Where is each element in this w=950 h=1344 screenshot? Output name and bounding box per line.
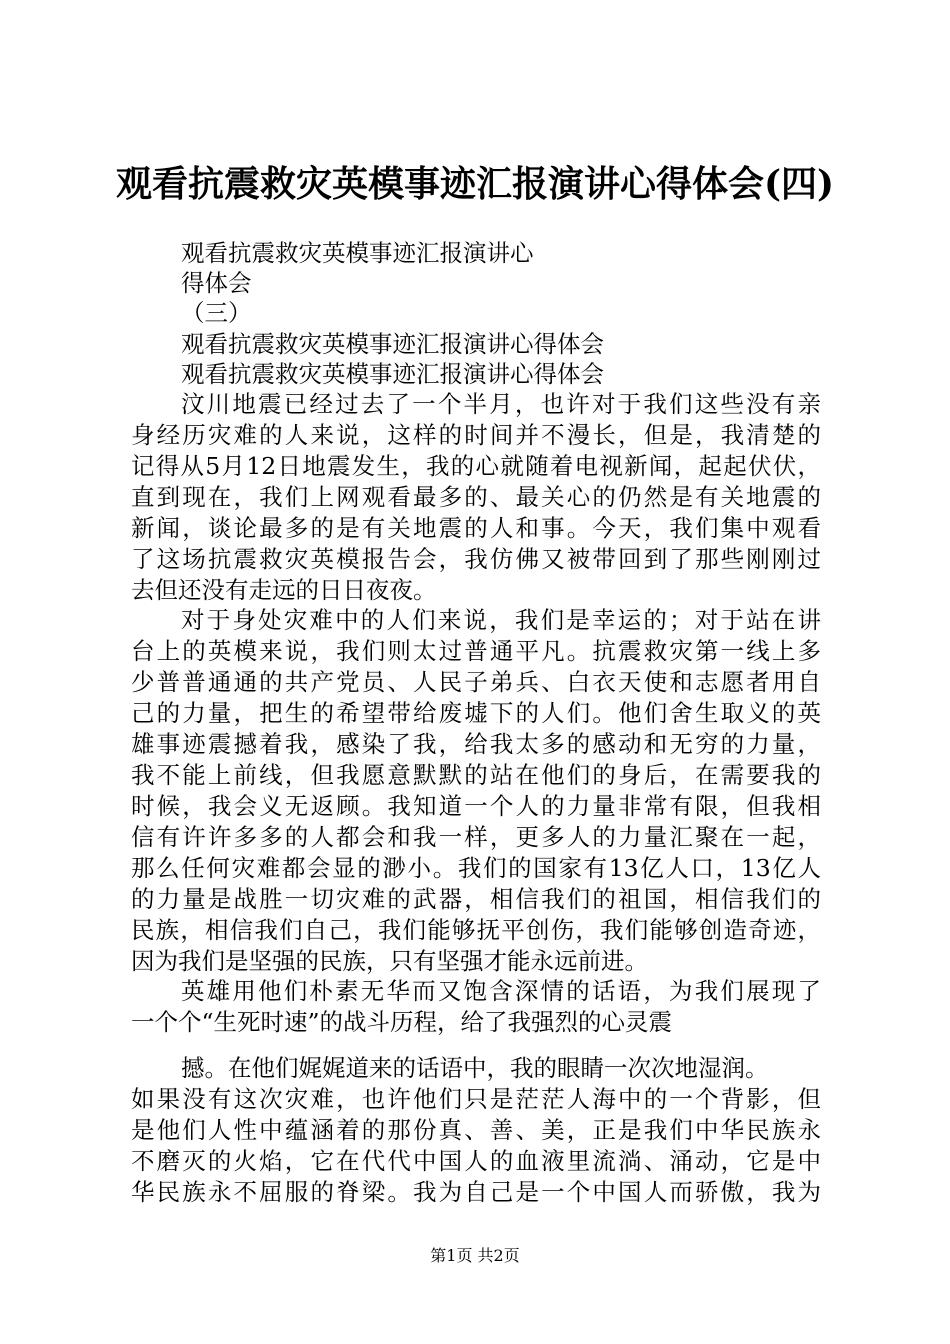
body-line: 华民族永不屈服的脊梁。我为自己是一个中国人而骄傲，我为 <box>131 1178 821 1206</box>
body-line: 一个个“生死时速”的战斗历程，给了我强烈的心灵震 <box>131 1008 673 1036</box>
body-line: 直到现在，我们上网观看最多的、最关心的仍然是有关地震的 <box>131 483 821 511</box>
document-title: 观看抗震救灾英模事迹汇报演讲心得体会(四) <box>115 163 835 205</box>
body-line: 时候，我会义无返顾。我知道一个人的力量非常有限，但我相 <box>131 792 821 820</box>
body-line: 雄事迹震撼着我，感染了我，给我太多的感动和无穷的力量， <box>131 730 821 758</box>
body-line: 那么任何灾难都会显的渺小。我们的国家有13亿人口，13亿人 <box>131 854 821 882</box>
body-line: 了这场抗震救灾英模报告会，我仿佛又被带回到了那些刚刚过 <box>131 545 821 573</box>
body-line: 我不能上前线，但我愿意默默的站在他们的身后，在需要我的 <box>131 761 821 789</box>
body-line: 不磨灭的火焰，它在代代中国人的血液里流淌、涌动，它是中 <box>131 1147 821 1175</box>
body-line: 民族，相信我们自己，我们能够抚平创伤，我们能够创造奇迹， <box>131 916 821 944</box>
body-line: 信有许许多多的人都会和我一样，更多人的力量汇聚在一起， <box>131 823 821 851</box>
body-line: 己的力量，把生的希望带给废墟下的人们。他们舍生取义的英 <box>131 699 821 727</box>
subheading-line: 观看抗震救灾英模事迹汇报演讲心得体会 <box>181 330 604 358</box>
body-line: 记得从5月12日地震发生，我的心就随着电视新闻，起起伏伏， <box>131 452 821 480</box>
body-line: 去但还没有走远的日日夜夜。 <box>131 576 437 604</box>
body-line: 汶川地震已经过去了一个半月，也许对于我们这些没有亲 <box>181 390 821 418</box>
body-line: 新闻，谈论最多的是有关地震的人和事。今天，我们集中观看 <box>131 514 821 542</box>
body-line: 英雄用他们朴素无华而又饱含深情的话语，为我们展现了 <box>181 977 821 1005</box>
body-line: 撼。在他们娓娓道来的话语中，我的眼睛一次次地湿润。 <box>181 1054 769 1082</box>
page-footer: 第1页 共2页 <box>430 1246 520 1265</box>
body-line: 因为我们是坚强的民族，只有坚强才能永远前进。 <box>131 947 648 975</box>
subheading-line: 观看抗震救灾英模事迹汇报演讲心得体会 <box>181 360 604 388</box>
body-line: 是他们人性中蕴涵着的那份真、善、美，正是我们中华民族永 <box>131 1116 821 1144</box>
subheading-line: 得体会 <box>181 269 252 297</box>
body-line: 台上的英模来说，我们则太过普通平凡。抗震救灾第一线上多 <box>131 637 821 665</box>
subheading-line: （三） <box>181 299 252 327</box>
body-line: 身经历灾难的人来说，这样的时间并不漫长，但是，我清楚的 <box>131 421 821 449</box>
body-line: 的力量是战胜一切灾难的武器，相信我们的祖国，相信我们的 <box>131 885 821 913</box>
subheading-line: 观看抗震救灾英模事迹汇报演讲心 <box>181 239 534 267</box>
body-line: 对于身处灾难中的人们来说，我们是幸运的；对于站在讲 <box>181 606 821 634</box>
body-line: 如果没有这次灾难，也许他们只是茫茫人海中的一个背影，但 <box>131 1085 821 1113</box>
body-line: 少普普通通的共产党员、人民子弟兵、白衣天使和志愿者用自 <box>131 668 821 696</box>
